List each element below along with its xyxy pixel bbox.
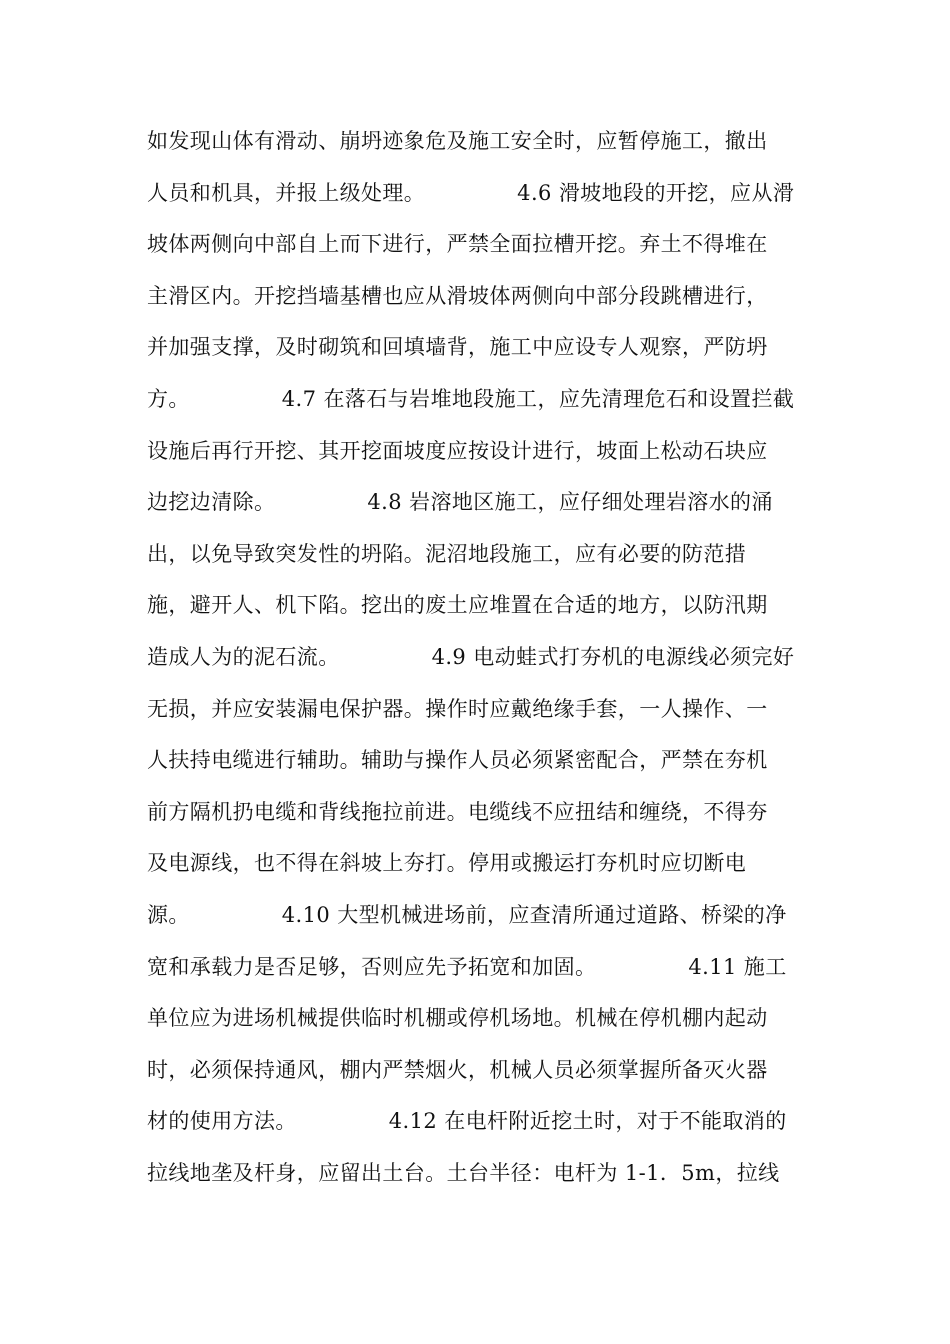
text-line: 坡体两侧向中部自上而下进行，严禁全面拉槽开挖。弃土不得堆在	[147, 232, 768, 257]
text-line: 出，以免导致突发性的坍陷。泥沼地段施工，应有必要的防范措	[147, 541, 747, 566]
text-line: 时，必须保持通风，棚内严禁烟火，机械人员必须掌握所备灭火器	[147, 1057, 768, 1082]
text-line: 及电源线，也不得在斜坡上夯打。停用或搬运打夯机时应切断电	[147, 851, 747, 876]
text-line: 宽和承载力是否足够，否则应先予拓宽和加固。 4.11 施工	[147, 954, 787, 979]
text-line: 材的使用方法。 4.12 在电杆附近挖土时，对于不能取消的	[147, 1109, 787, 1134]
text-line: 边挖边清除。 4.8 岩溶地区施工，应仔细处理岩溶水的涌	[147, 490, 773, 515]
text-line: 源。 4.10 大型机械进场前，应查清所通过道路、桥梁的净	[147, 902, 787, 927]
text-line: 并加强支撑，及时砌筑和回填墙背，施工中应设专人观察，严防坍	[147, 335, 768, 360]
body-text	[147, 116, 807, 1199]
text-line: 设施后再行开挖、其开挖面坡度应按设计进行，坡面上松动石块应	[147, 438, 768, 463]
text-line: 方。 4.7 在落石与岩堆地段施工，应先清理危石和设置拦截	[147, 386, 795, 411]
text-line: 施，避开人、机下陷。挖出的废土应堆置在合适的地方，以防汛期	[147, 593, 768, 618]
text-line: 如发现山体有滑动、崩坍迹象危及施工安全时，应暂停施工，撤出	[147, 129, 768, 153]
text-line: 人扶持电缆进行辅助。辅助与操作人员必须紧密配合，严禁在夯机	[147, 748, 768, 773]
text-line: 人员和机具，并报上级处理。 4.6 滑坡地段的开挖，应从滑	[147, 180, 795, 205]
text-line: 前方隔机扔电缆和背线拖拉前进。电缆线不应扭结和缠绕，不得夯	[147, 799, 768, 824]
text-line: 造成人为的泥石流。 4.9 电动蛙式打夯机的电源线必须完好	[147, 644, 795, 669]
text-line: 拉线地垄及杆身，应留出土台。土台半径：电杆为 1-1．5m，拉线	[147, 1160, 780, 1185]
text-line: 主滑区内。开挖挡墙基槽也应从滑坡体两侧向中部分段跳槽进行，	[147, 283, 768, 308]
text-line: 单位应为进场机械提供临时机棚或停机场地。机械在停机棚内起动	[147, 1006, 768, 1031]
text-line: 无损，并应安装漏电保护器。操作时应戴绝缘手套，一人操作、一	[147, 696, 768, 721]
